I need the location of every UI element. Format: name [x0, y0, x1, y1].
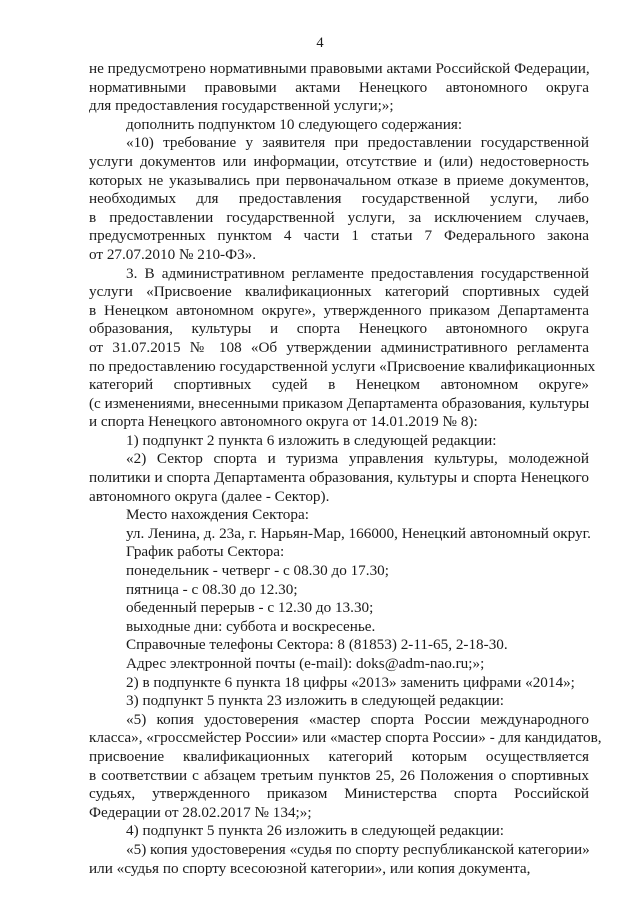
text-line: 3) подпункт 5 пункта 23 изложить в следующей редакции: [126, 692, 505, 710]
text-line: Место нахождения Сектора: [126, 506, 309, 524]
paragraph-b7 [89, 506, 589, 525]
paragraph-b5 [89, 432, 589, 451]
text-line: ул. Ленина, д. 23а, г. Нарьян-Мар, 166000, Ненецкий автономный округ. [126, 524, 591, 542]
paragraph-b15 [89, 655, 589, 674]
text-line: обеденный перерыв - с 12.30 до 13.30; [126, 599, 374, 617]
text-line: присвоение квалификационных категорий которым осуществляется [89, 747, 589, 765]
text-line: и спорта Ненецкого автономного округа от 14.01.2019 № 8): [89, 413, 478, 431]
text-line: в Ненецком автономном округе», утвержденного приказом Департамента [89, 301, 589, 319]
paragraph-b11 [89, 581, 589, 600]
paragraph-b3 [89, 134, 589, 264]
paragraph-b20 [89, 841, 589, 878]
text-line: автономного округа (далее - Сектор). [89, 487, 330, 505]
paragraph-b17 [89, 692, 589, 711]
text-line: выходные дни: суббота и воскресенье. [126, 617, 376, 635]
paragraph-b9 [89, 543, 589, 562]
text-line: по предоставлению государственной услуги «Присвоение квалификационных [89, 357, 596, 375]
paragraph-b14 [89, 636, 589, 655]
text-line: «5) копия удостоверения «судья по спорту республиканской категории» [126, 840, 590, 858]
text-line: 1) подпункт 2 пункта 6 изложить в следующей редакции: [126, 431, 497, 449]
page-number: 4 [316, 35, 324, 51]
paragraph-b4 [89, 264, 596, 432]
text-line: Справочные телефоны Сектора: 8 (81853) 2-11-65, 2-18-30. [126, 636, 508, 654]
text-line: предусмотренных пунктом 4 части 1 статьи 7 Федерального закона [89, 227, 589, 245]
text-line: которых не указывались при первоначальном отказе в приеме документов, [89, 171, 589, 189]
text-line: политики и спорта Департамента образования, культуры и спорта Ненецкого [89, 469, 589, 487]
paragraph-b6 [89, 450, 589, 506]
paragraph-b16 [89, 674, 589, 693]
text-line: «2) Сектор спорта и туризма управления культуры, молодежной [126, 450, 589, 468]
text-line: (с изменениями, внесенными приказом Департамента образования, культуры [89, 394, 590, 412]
text-line: необходимых для предоставления государственной услуги, либо [89, 190, 589, 208]
text-line: образования, культуры и спорта Ненецкого автономного округа [89, 320, 589, 338]
text-line: «10) требование у заявителя при предоставлении государственной [126, 134, 589, 152]
text-line: услуги «Присвоение квалификационных категорий спортивных судей [89, 283, 589, 301]
text-line: категорий спортивных судей в Ненецком автономном округе» [89, 376, 589, 394]
text-line: или «судья по спорту всесоюзной категории», или копия документа, [89, 859, 531, 877]
text-line: в соответствии с абзацем третьим пунктов 25, 26 Положения о спортивных [89, 766, 589, 784]
text-line: 2) в подпункте 6 пункта 18 цифры «2013» заменить цифрами «2014»; [126, 673, 575, 691]
text-line: от 31.07.2015 № 108 «Об утверждении административного регламента [89, 338, 589, 356]
text-line: класса», «гроссмейстер России» или «мастер спорта России» - для кандидатов, [89, 729, 602, 747]
text-line: в предоставлении государственной услуги, за исключением случаев, [89, 208, 589, 226]
document-body [89, 60, 602, 878]
paragraph-b8 [89, 525, 589, 544]
text-line: дополнить подпунктом 10 следующего содержания: [126, 115, 463, 133]
text-line: 4) подпункт 5 пункта 26 изложить в следующей редакции: [126, 822, 505, 840]
text-line: График работы Сектора: [126, 543, 285, 561]
text-line: услуги документов или информации, отсутствие и (или) недостоверность [89, 152, 589, 170]
text-line: судьях, утвержденного приказом Министерства спорта Российской [89, 785, 589, 803]
paragraph-b13 [89, 618, 589, 637]
paragraph-b1 [89, 60, 589, 116]
text-line: нормативными правовыми актами Ненецкого автономного округа [89, 78, 589, 96]
text-line: пятница - с 08.30 до 12.30; [126, 580, 298, 598]
text-line: от 27.07.2010 № 210-ФЗ». [89, 245, 257, 263]
paragraph-b12 [89, 599, 589, 618]
text-line: Адрес электронной почты (e-mail): doks@adm-nao.ru;»; [126, 655, 485, 672]
paragraph-b19 [89, 822, 589, 841]
paragraph-b18 [89, 710, 602, 823]
paragraph-b2 [89, 116, 589, 135]
text-line: для предоставления государственной услуги;»; [89, 97, 394, 115]
text-line: понедельник - четверг - с 08.30 до 17.30; [126, 562, 389, 580]
text-line: не предусмотрено нормативными правовыми актами Российской Федерации, [89, 60, 590, 77]
text-line: 3. В административном регламенте предоставления государственной [126, 264, 589, 282]
text-line: Федерации от 28.02.2017 № 134;»; [89, 803, 312, 821]
text-line: «5) копия удостоверения «мастер спорта России международного [126, 710, 589, 728]
paragraph-b10 [89, 562, 589, 581]
